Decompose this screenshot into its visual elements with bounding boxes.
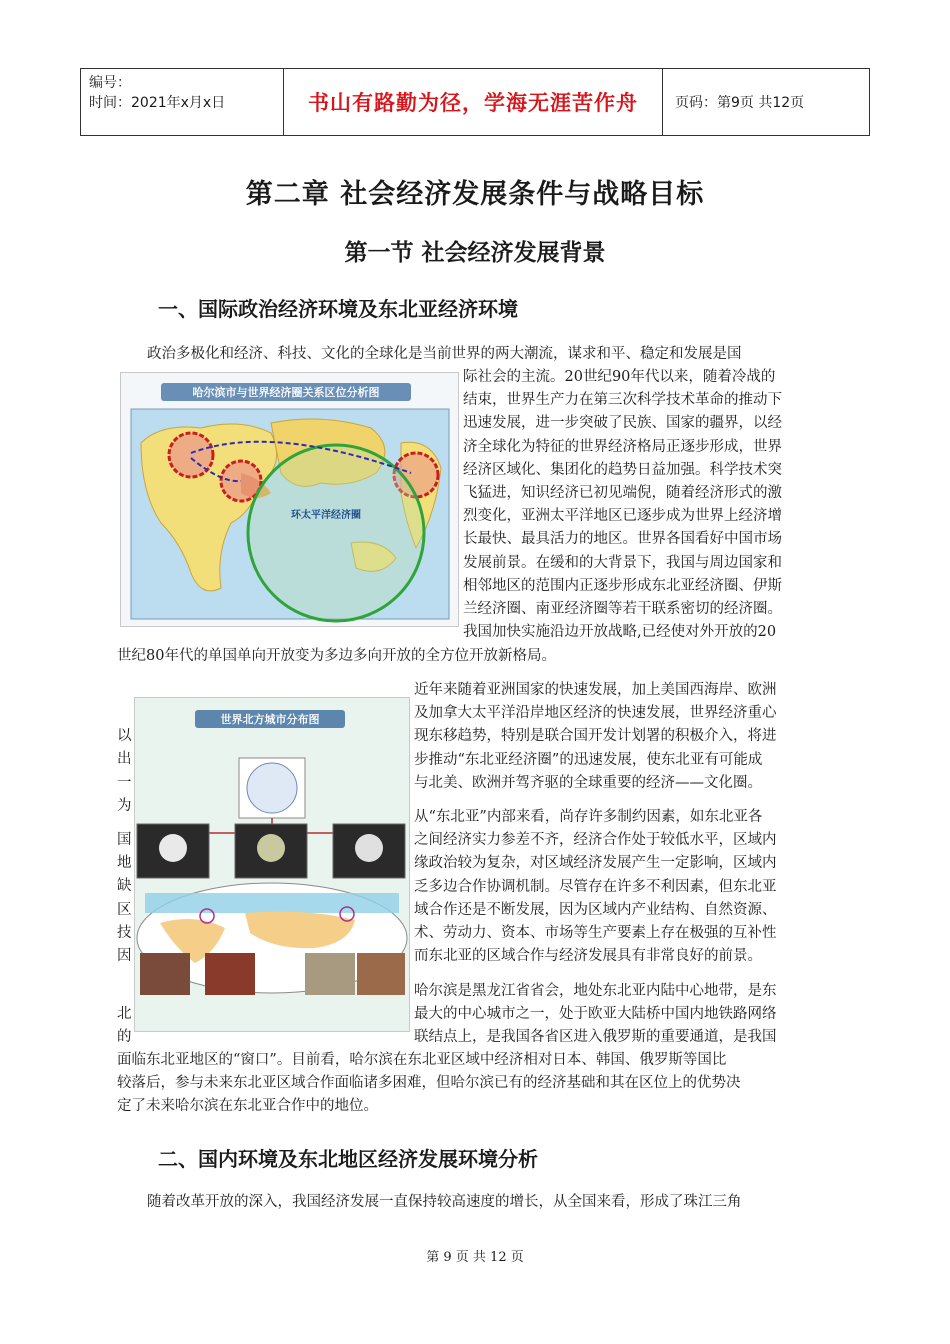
para1-line: 长最快、最具活力的地区。世界各国看好中国市场 bbox=[463, 531, 782, 548]
para1-line: 相邻地区的范围内正逐步形成东北亚经济圈、伊斯 bbox=[463, 577, 782, 594]
para3-line: 缘政治较为复杂，对区域经济发展产生一定影响，区域内 bbox=[414, 855, 777, 872]
para4-line: 最大的中心城市之一，处于欧亚大陆桥中国内地铁路网络 bbox=[414, 1006, 777, 1023]
economic-circle-map bbox=[120, 372, 459, 627]
para1-first-line: 政治多极化和经济、科技、文化的全球化是当前世界的两大潮流，谋求和平、稳定和发展是国 bbox=[147, 346, 742, 362]
para3-left-chars bbox=[117, 829, 137, 968]
para1-line: 结束，世界生产力在第三次科学技术革命的推动下 bbox=[463, 392, 782, 409]
map2-title: 世界北方城市分布图 bbox=[220, 713, 320, 726]
date-label: 时间：2021年x月x日 bbox=[89, 95, 226, 111]
para1-line: 济全球化为特征的世界经济格局正逐步形成，世界 bbox=[463, 438, 782, 455]
para2-line: 近年来随着亚洲国家的快速发展，加上美国西海岸、欧洲 bbox=[414, 682, 777, 698]
para4-full-line: 定了未来哈尔滨在东北亚合作中的地位。 bbox=[117, 1098, 378, 1115]
para2-left-char: 以 bbox=[117, 728, 132, 745]
para2-left-char: 为 bbox=[117, 797, 132, 814]
para2-left-char: 出 bbox=[117, 751, 132, 768]
para1-last-line: 世纪80年代的单国单向开放变为多边多向开放的全方位开放新格局。 bbox=[117, 648, 556, 664]
header-table bbox=[80, 68, 870, 136]
para3-line: 从“东北亚”内部来看，尚存许多制约因素，如东北亚各 bbox=[414, 809, 763, 825]
para4-full-line: 较落后，参与未来东北亚区域合作面临诸多困难，但哈尔滨已有的经济基础和其在区位上的优势决 bbox=[117, 1075, 741, 1092]
para5: 随着改革开放的深入，我国经济发展一直保持较高速度的增长，从全国来看，形成了珠江三角 bbox=[147, 1194, 742, 1210]
para3-left-char: 区 bbox=[117, 901, 132, 918]
para1-line: 经济区域化、集团化的趋势日益加强。科学技术突 bbox=[463, 461, 782, 478]
number-label: 编号： bbox=[89, 75, 131, 91]
para3-line: 之间经济实力参差不齐，经济合作处于较低水平，区域内 bbox=[414, 832, 777, 849]
para2-line: 及加拿大太平洋沿岸地区经济的快速发展，世界经济重心 bbox=[414, 705, 777, 722]
para3-left-char: 缺 bbox=[117, 878, 132, 895]
map1-ring-label: 环太平洋经济圈 bbox=[291, 510, 361, 521]
para2-line: 步推动“东北亚经济圈”的迅速发展，使东北亚有可能成 bbox=[414, 751, 763, 768]
para1-line: 飞猛进，知识经济已初见端倪，随着经济形式的激 bbox=[463, 485, 782, 502]
page-label: 页码：第9页 共12页 bbox=[675, 95, 805, 111]
para1-right-block bbox=[463, 366, 838, 644]
subsection-title-1: 一、国际政治经济环境及东北亚经济环境 bbox=[158, 297, 518, 321]
motto: 书山有路勤为径，学海无涯苦作舟 bbox=[284, 69, 663, 135]
chapter-title: 第二章 社会经济发展条件与战略目标 bbox=[245, 179, 705, 210]
para2-left-char: 一 bbox=[117, 774, 132, 791]
para4-left-chars bbox=[117, 1003, 137, 1049]
para4-line: 联结点上，是我国各省区进入俄罗斯的重要通道，是我国 bbox=[414, 1029, 777, 1046]
para1-line: 际社会的主流。20世纪90年代以来，随着冷战的 bbox=[463, 369, 776, 385]
para3-left-char: 地 bbox=[117, 855, 132, 872]
para4-right-block bbox=[414, 980, 844, 1050]
para3-right-block bbox=[414, 806, 844, 968]
para1-line: 迅速发展，进一步突破了民族、国家的疆界，以经 bbox=[463, 415, 782, 432]
para1-line: 兰经济圈、南亚经济圈等若干联系密切的经济圈。 bbox=[463, 601, 782, 618]
northern-cities-map bbox=[134, 697, 410, 1032]
para1-line: 发展前景。在缓和的大背景下，我国与周边国家和 bbox=[463, 554, 782, 571]
para2-line: 现东移趋势，特别是联合国开发计划署的积极介入，将进 bbox=[414, 728, 777, 745]
para3-line: 域合作还是不断发展，因为区域内产业结构、自然资源、 bbox=[414, 901, 777, 918]
para1-line: 我国加快实施沿边开放战略,已经使对外开放的20 bbox=[463, 624, 777, 641]
para3-left-char: 国 bbox=[117, 832, 132, 848]
map1-title: 哈尔滨市与世界经济圈关系区位分析图 bbox=[192, 386, 380, 399]
para3-left-char: 技 bbox=[117, 924, 132, 941]
para3-left-char: 因 bbox=[117, 948, 132, 965]
para4-full-line: 面临东北亚地区的“窗口”。目前看，哈尔滨在东北亚区域中经济相对日本、韩国、俄罗斯等国比 bbox=[117, 1052, 727, 1068]
para3-line: 而东北亚的区域合作与经济发展具有非常良好的前景。 bbox=[414, 948, 762, 965]
header-left bbox=[81, 69, 284, 135]
para4-left-char: 的 bbox=[117, 1029, 132, 1046]
para3-line: 术、劳动力、资本、市场等生产要素上存在极强的互补性 bbox=[414, 925, 777, 942]
para1-line: 烈变化，亚洲太平洋地区已逐步成为世界上经济增 bbox=[463, 508, 782, 525]
para2-line: 与北美、欧洲并驾齐驱的全球重要的经济——文化圈。 bbox=[414, 774, 762, 791]
page-footer: 第 9 页 共 12 页 bbox=[426, 1250, 524, 1265]
para2-left-chars bbox=[117, 702, 137, 818]
subsection-title-2: 二、国内环境及东北地区经济发展环境分析 bbox=[158, 1147, 538, 1171]
para3-line: 乏多边合作协调机制。尽管存在许多不利因素，但东北亚 bbox=[414, 878, 777, 895]
para2-right-block bbox=[414, 679, 844, 795]
section-title: 第一节 社会经济发展背景 bbox=[344, 240, 606, 266]
para4-line: 哈尔滨是黑龙江省省会，地处东北亚内陆中心地带，是东 bbox=[414, 983, 777, 999]
para4-full-block bbox=[117, 1049, 857, 1119]
para4-left-char: 北 bbox=[117, 1006, 132, 1022]
